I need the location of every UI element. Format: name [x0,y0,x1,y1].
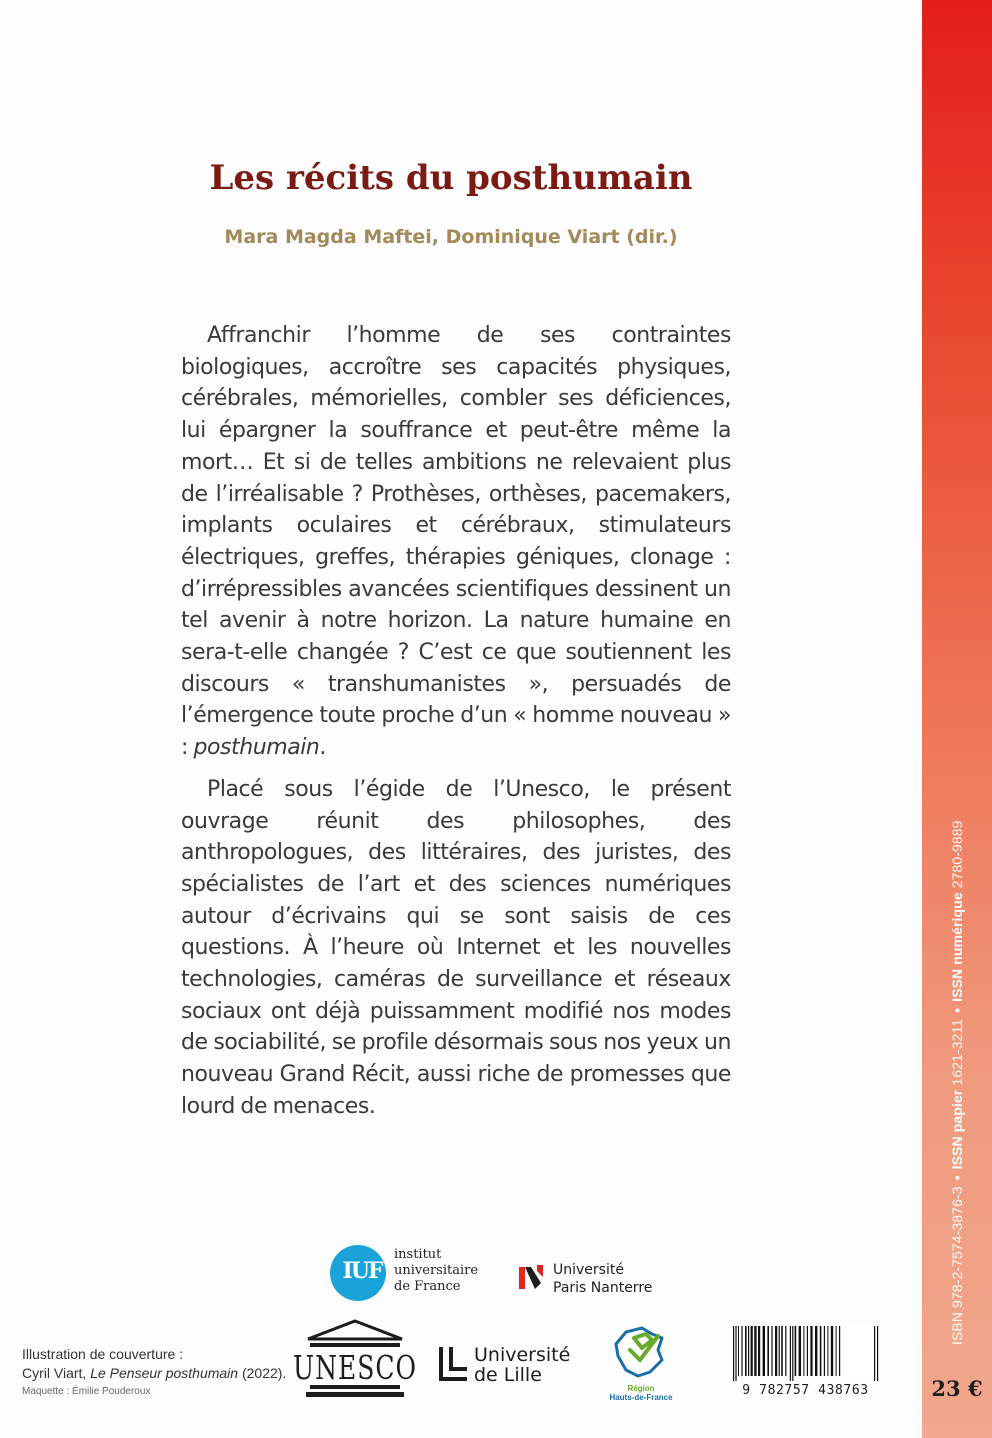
barcode-bar [745,1326,747,1376]
barcode-bar [827,1326,828,1376]
unesco-temple-icon [293,1319,417,1399]
barcode-bar [799,1326,801,1376]
barcode-bar [807,1326,808,1376]
barcode-bar [824,1326,825,1376]
blurb-paragraph-1: Affranchir l’homme de ses contraintes biologiques, accroître ses capacités physiques, cérébrales, mémorielles, combler ses déficiences, lui épargner la souffrance et peut-être même la mort… Et si de telles ambitions ne relevaient plus de l’irréalisable ? Prothèses, orthèses, pacemakers, implants oculaires et cérébraux, stimulateurs électriques, greffes, thérapies géniques, clonage : d’irrépressibles avancées scientifiques dessinent un tel avenir à notre horizon. La nature humaine en sera-t-elle changée ? C’est ce que soutiennent les discours « transhumanistes », persuadés de l’émergence toute proche d’un « homme nouveau » : posthumain. [181,323,731,761]
barcode-bar [810,1326,812,1376]
upn-logo-icon [517,1263,549,1291]
price: 23 € [931,1376,983,1401]
spine-isbn: ISBN 978-2-7574-3876-3 [949,1186,965,1345]
barcode-bar [792,1326,793,1381]
barcode-bar [754,1326,756,1376]
barcode-bar [738,1326,739,1376]
spine-issn-paper: 1621-3211 [949,1018,965,1086]
unesco-word: UNESCO [293,1348,417,1387]
barcode-bar [767,1326,769,1376]
blurb-paragraph-2: Placé sous l’égide de l’Unesco, le présent ouvrage réunit des philosophes, des anthropologues, des littéraires, des juristes, des spécialistes de l’art et des sciences numériques autour d’écrivains qui se sont saisis de ces questions. À l’heure où Internet et les nouvelles technologies, caméras de surveillance et réseaux sociaux ont déjà puissamment modifié nos modes de sociabilité, se profile désormais sous nos yeux un nouveau Grand Récit, aussi riche de promesses que lourd de menaces. [181,776,731,1119]
barcode-bar [877,1326,878,1381]
region-map-icon [612,1326,668,1380]
region-logo-text: Région Hauts-de-France [609,1384,673,1402]
barcode-bar [795,1326,797,1376]
spine-issn-paper-label: ISSN papier [949,1089,965,1170]
spine-issn-digital: 2780-9889 [949,820,965,889]
barcode-bar [836,1326,837,1376]
barcode-bar [751,1326,753,1376]
barcode-bar [735,1326,736,1381]
book-title: Les récits du posthumain [209,158,693,198]
illustration-credit: Cyril Viart, Le Penseur posthumain (2022). [22,1365,287,1381]
illustration-label: Illustration de couverture : [22,1346,184,1362]
barcode-bar [820,1326,822,1376]
blurb-italic-word: posthumain [193,735,320,761]
barcode-bar [733,1326,734,1381]
barcode-bar [790,1326,791,1381]
ulille-logo-icon [437,1345,471,1387]
isbn-barcode [731,1326,880,1381]
upn-logo-text: Université Paris Nanterre [553,1262,653,1296]
iuf-logo-mark: IUF [342,1258,382,1284]
barcode-bar [831,1326,833,1376]
barcode-digits: 9 782757 438763 [742,1383,869,1398]
barcode-bar [748,1326,749,1376]
barcode-bar [781,1326,783,1376]
iuf-logo-text: institut universitaire de France [394,1247,479,1294]
layout-credit: Maquette : Émilie Pouderoux [22,1386,151,1397]
barcode-bar [758,1326,760,1376]
book-authors: Mara Magda Maftei, Dominique Viart (dir.) [224,226,678,248]
barcode-bar [763,1326,765,1376]
spine-identifiers: ISBN 978-2-7574-3876-3•ISSN papier 1621-3211•ISSN numérique 2780-9889 [949,820,965,1345]
barcode-bar [785,1326,786,1376]
barcode-bar [779,1326,780,1376]
cover-credits [22,1345,322,1401]
spine-issn-digital-label: ISSN numérique [949,892,965,1002]
barcode-bar [771,1326,772,1376]
barcode-bar [741,1326,742,1376]
blurb [181,320,731,1133]
ulille-logo-text: Université de Lille [474,1344,571,1386]
barcode-bar [803,1326,804,1376]
barcode-bar [815,1326,817,1376]
barcode-bar [775,1326,777,1376]
barcode-bar [874,1326,875,1381]
barcode-bar [839,1326,840,1376]
